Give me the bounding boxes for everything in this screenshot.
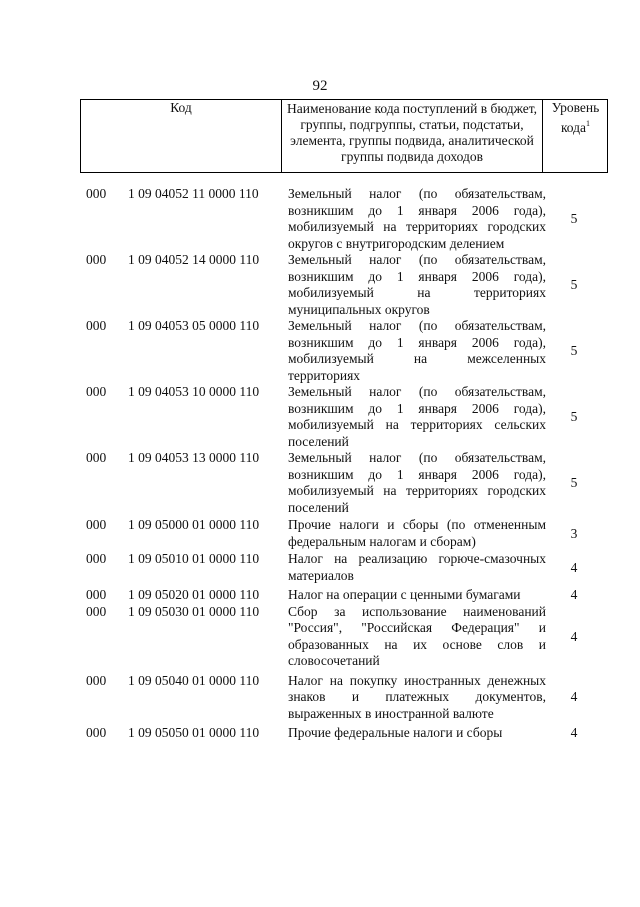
row-name: Прочие налоги и сборы (по отмененным федеральным налогам и сборам) <box>288 517 546 549</box>
row-level: 4 <box>570 628 578 644</box>
table-row <box>0 252 640 318</box>
row-code: 1 09 04053 10 0000 110 <box>128 384 260 399</box>
row-prefix: 000 <box>86 517 107 532</box>
header-level: Уровень кода <box>551 100 600 135</box>
table-row <box>0 587 640 604</box>
header-code: Код <box>81 100 282 172</box>
row-name: Земельный налог (по обязательствам, возникшим до 1 января 2006 года), мобилизуемый на межселенных территориях <box>288 318 546 383</box>
table-row <box>0 551 640 584</box>
row-code: 1 09 04053 05 0000 110 <box>128 318 260 333</box>
table-row <box>0 604 640 670</box>
row-prefix: 000 <box>86 672 107 688</box>
table-row <box>0 318 640 384</box>
table-row <box>0 186 640 252</box>
row-level: 4 <box>570 587 578 603</box>
row-code: 1 09 05040 01 0000 110 <box>128 672 260 688</box>
row-code: 1 09 05030 01 0000 110 <box>128 603 260 619</box>
table-row <box>0 450 640 516</box>
row-prefix: 000 <box>86 587 107 602</box>
row-name: Налог на операции с ценными бумагами <box>288 587 521 602</box>
row-name: Прочие федеральные налоги и сборы <box>288 725 503 740</box>
table-row <box>0 673 640 723</box>
row-name: Земельный налог (по обязательствам, возникшим до 1 января 2006 года), мобилизуемый на территориях муниципальных округов <box>288 252 546 317</box>
row-prefix: 000 <box>86 252 107 267</box>
header-level-cell <box>542 100 608 172</box>
row-prefix: 000 <box>86 551 107 566</box>
header-name: Наименование кода поступлений в бюджет, группы, подгруппы, статьи, подстатьи, элемента, группы подвида, аналитической группы подвида доходов <box>286 101 537 164</box>
table-header <box>80 99 608 173</box>
page-number: 92 <box>312 78 328 94</box>
header-level-footnote: 1 <box>586 119 591 128</box>
row-level: 4 <box>570 689 578 705</box>
table-row <box>0 725 640 742</box>
row-code: 1 09 04053 13 0000 110 <box>128 450 260 465</box>
row-name: Налог на покупку иностранных денежных знаков и платежных документов, выраженных в иностранной валюте <box>288 672 546 721</box>
table-row <box>0 517 640 550</box>
row-code: 1 09 05020 01 0000 110 <box>128 587 260 602</box>
row-name: Земельный налог (по обязательствам, возникшим до 1 января 2006 года), мобилизуемый на территориях сельских поселений <box>288 384 546 449</box>
row-code: 1 09 05050 01 0000 110 <box>128 725 260 740</box>
row-level: 5 <box>570 343 578 358</box>
row-prefix: 000 <box>86 603 107 619</box>
table-row <box>0 384 640 450</box>
row-level: 4 <box>570 725 578 741</box>
row-code: 1 09 05010 01 0000 110 <box>128 551 260 566</box>
row-code: 1 09 05000 01 0000 110 <box>128 517 260 532</box>
row-level: 4 <box>570 559 578 575</box>
table-body <box>0 186 640 742</box>
header-name-cell <box>282 100 542 172</box>
row-level: 3 <box>570 525 578 541</box>
row-prefix: 000 <box>86 186 107 201</box>
row-code: 1 09 04052 11 0000 110 <box>128 186 259 201</box>
row-level: 5 <box>570 211 578 226</box>
row-name: Земельный налог (по обязательствам, возникшим до 1 января 2006 года), мобилизуемый на территориях городских поселений <box>288 450 546 515</box>
row-code: 1 09 04052 14 0000 110 <box>128 252 260 267</box>
row-level: 5 <box>570 277 578 292</box>
row-prefix: 000 <box>86 384 107 399</box>
row-prefix: 000 <box>86 450 107 465</box>
row-name: Сбор за использование наименований "Россия", "Российская Федерация" и образованных на их основе слов и словосочетаний <box>288 603 546 668</box>
row-level: 5 <box>570 475 578 490</box>
row-prefix: 000 <box>86 725 107 740</box>
row-name: Налог на реализацию горюче-смазочных материалов <box>288 551 546 583</box>
row-level: 5 <box>570 409 578 424</box>
row-prefix: 000 <box>86 318 107 333</box>
row-name: Земельный налог (по обязательствам, возникшим до 1 января 2006 года), мобилизуемый на территориях городских округов с внутригородским делением <box>288 186 546 251</box>
